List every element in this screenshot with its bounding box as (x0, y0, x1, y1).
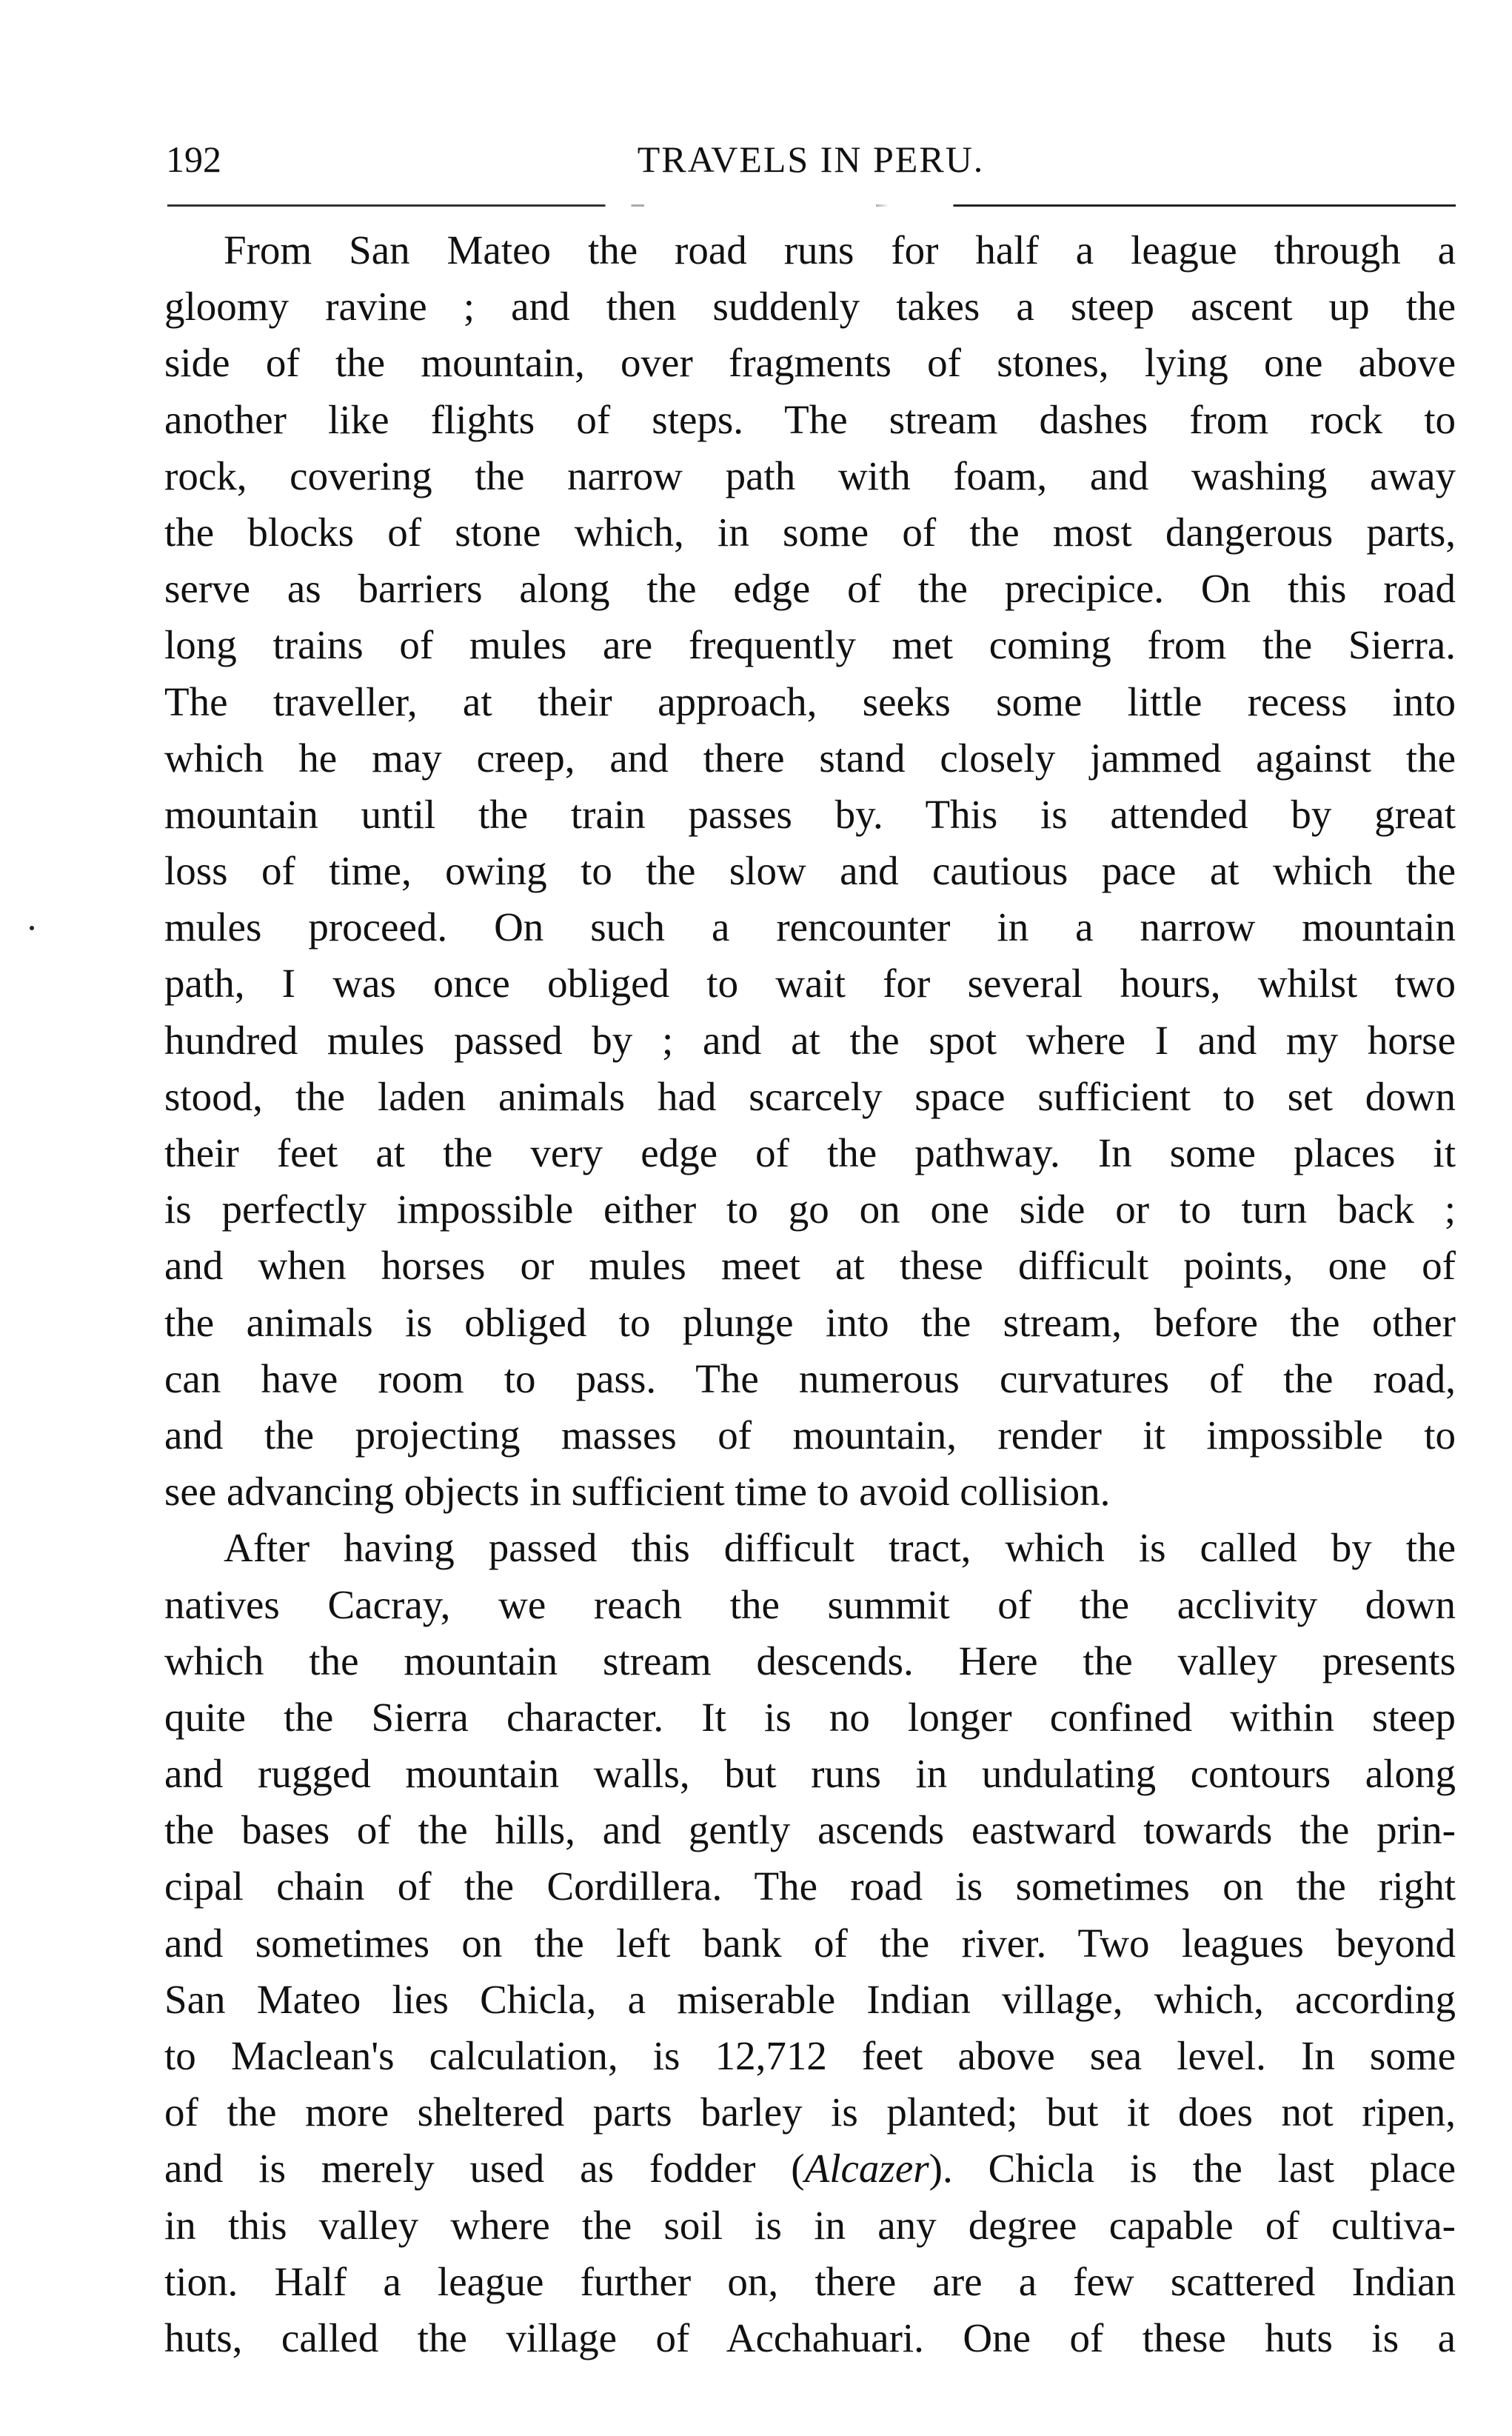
text-line: quite the Sierra character. It is no longer confined within steep (164, 1694, 1456, 1740)
header-rule (167, 204, 1456, 207)
text-line: which the mountain stream descends. Here the valley presents (164, 1638, 1456, 1683)
page-number: 192 (166, 139, 221, 180)
text-line: rock, covering the narrow path with foam, and washing away (164, 453, 1456, 498)
text-line: and rugged mountain walls, but runs in undulating contours along (164, 1751, 1456, 1797)
text-line: gloomy ravine ; and then suddenly takes a steep ascent up the (164, 284, 1456, 330)
text-line: the bases of the hills, and gently ascends eastward towards the prin- (164, 1807, 1456, 1853)
text-line: can have room to pass. The numerous curvatures of the road, (164, 1355, 1456, 1401)
text-line: path, I was once obliged to wait for several hours, whilst two (164, 961, 1456, 1007)
text-line: in this valley where the soil is in any degree capable of cultiva- (164, 2202, 1456, 2248)
text-line: From San Mateo the road runs for half a league through a (224, 227, 1456, 273)
text-line: huts, called the village of Acchahuari. One of these huts is a (164, 2315, 1456, 2360)
text-line: and when horses or mules meet at these difficult points, one of (164, 1243, 1456, 1289)
italic-term: Alcazer (804, 2146, 929, 2192)
text-line: their feet at the very edge of the pathway. In some places it (164, 1130, 1456, 1175)
text-line: which he may creep, and there stand closely jammed against the (164, 735, 1456, 781)
stray-mark (30, 926, 34, 930)
text-line: and sometimes on the left bank of the river. Two leagues beyond (164, 1920, 1456, 1966)
text-line (164, 2140, 1456, 2197)
text-line: mountain until the train passes by. This is attended by great (164, 791, 1456, 837)
paragraph (164, 1520, 1456, 2366)
text-line: the animals is obliged to plunge into the stream, before the other (164, 1299, 1456, 1345)
text-line: The traveller, at their approach, seeks some little recess into (164, 678, 1456, 724)
text-line: San Mateo lies Chicla, a miserable Indian village, which, according (164, 1976, 1456, 2022)
paragraph (164, 222, 1456, 1520)
text-line: is perfectly impossible either to go on one side or to turn back ; (164, 1187, 1456, 1232)
text-line: side of the mountain, over fragments of stones, lying one above (164, 340, 1456, 386)
text-line: mules proceed. On such a rencounter in a narrow mountain (164, 904, 1456, 950)
body-text (164, 222, 1456, 2366)
running-title: TRAVELS IN PERU. (637, 139, 985, 180)
text-line: stood, the laden animals had scarcely space sufficient to set down (164, 1073, 1456, 1119)
text-line: see advancing objects in sufficient time to avoid collision. (164, 1469, 1111, 1515)
text-segment: and is merely used as fodder ( (164, 2146, 805, 2192)
text-line: to Maclean's calculation, is 12,712 feet above sea level. In some (164, 2033, 1456, 2078)
text-line: After having passed this difficult tract, which is called by the (224, 1525, 1456, 1571)
text-line: and the projecting masses of mountain, render it impossible to (164, 1412, 1456, 1458)
text-segment: ). Chicla is the last place (929, 2146, 1456, 2192)
text-line: cipal chain of the Cordillera. The road is sometimes on the right (164, 1863, 1456, 1909)
text-line: the blocks of stone which, in some of the most dangerous parts, (164, 509, 1456, 555)
text-line: serve as barriers along the edge of the precipice. On this road (164, 566, 1456, 612)
text-line: loss of time, owing to the slow and cautious pace at which the (164, 848, 1456, 894)
text-line: hundred mules passed by ; and at the spot where I and my horse (164, 1017, 1456, 1063)
text-line: natives Cacray, we reach the summit of the acclivity down (164, 1581, 1456, 1627)
text-line: tion. Half a league further on, there are a few scattered Indian (164, 2258, 1456, 2304)
text-line: another like flights of steps. The stream dashes from rock to (164, 396, 1456, 442)
text-line: of the more sheltered parts barley is planted; but it does not ripen, (164, 2089, 1456, 2135)
text-line: long trains of mules are frequently met coming from the Sierra. (164, 622, 1456, 668)
